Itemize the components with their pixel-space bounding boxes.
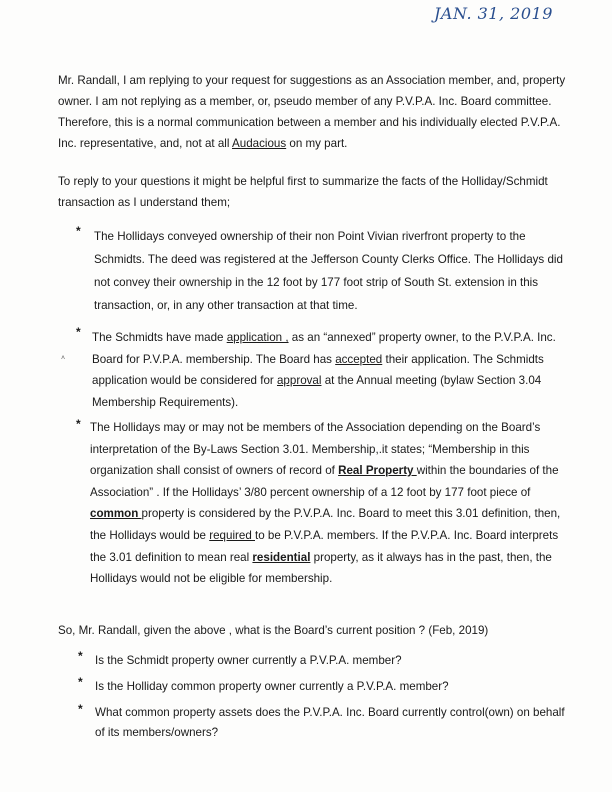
handwritten-date: JAN. 31, 2019 (434, 4, 553, 23)
stray-mark: ˄ (61, 355, 66, 362)
real-property-bold: Real Property (338, 464, 417, 478)
question-2: Is the Holliday common property owner currently a P.V.P.A. member? (95, 680, 449, 693)
bullet-2-text: The Schmidts have made application , as an “annexed” property owner, to the P.V.P.A. Inc. Board for P.V.P.A. membership. The Board has accepted their application. The Schmidts application would be considered for approval at the Annual meeting (bylaw Section 3.04 Membership Requirements). (92, 331, 556, 409)
bullet-marker: * (78, 702, 83, 716)
question-3: What common property assets does the P.V.P.A. Inc. Board currently control(own) on behalf of its members/owners? (95, 706, 565, 739)
bullet-1-text: The Hollidays conveyed ownership of their non Point Vivian riverfront property to the Schmidts. The deed was registered at the Jefferson County Clerks Office. The Hollidays did not convey their ownership in the 12 foot by 177 foot strip of South St. extension in this transaction, or, in any other transaction at that time. (94, 230, 563, 312)
intro-text-2: on my part. (286, 137, 348, 150)
residential-bold: residential (252, 550, 311, 564)
audacious-underlined: Audacious (232, 137, 287, 150)
intro-text-1: Mr. Randall, I am replying to your request for suggestions as an Association member, and, property owner. I am not replying as a member, or, pseudo member of any P.V.P.A. Inc. Board committee. Therefore, this is a normal communication between a member and his individually elected P.V.P.A. Inc. representative, and, not at all (58, 74, 566, 150)
common-bold: common (90, 507, 142, 521)
question-1: Is the Schmidt property owner currently a P.V.P.A. member? (95, 654, 402, 667)
bullet-marker: * (76, 325, 81, 339)
bullet-marker: * (78, 649, 83, 663)
bullet-marker: * (78, 675, 83, 689)
intro-paragraph (58, 70, 568, 154)
required-underlined: required (209, 528, 255, 542)
summary-paragraph: To reply to your questions it might be helpful first to summarize the facts of the Holliday/Schmidt transaction as I understand them; (58, 175, 548, 209)
approval-underlined: approval (276, 374, 322, 387)
bullet-3-text: The Hollidays may or may not be members of the Association depending on the Board’s interpretation of the By-Laws Section 3.01. Membership,.it states; “Membership in this organization shall consist of owners of record of Real Property within the boundaries of the Association” . If the Hollidays’ 3/80 percent ownership of a 12 foot by 177 foot piece of common property is considered by the P.V.P.A. Inc. Board to meet this 3.01 definition, then, the Hollidays would be required to be P.V.P.A. members. If the P.V.P.A. Inc. Board interprets the 3.01 definition to mean real residential property, as it always has in the past, then, the Hollidays would not be eligible for membership. (90, 421, 561, 586)
question-intro: So, Mr. Randall, given the above , what is the Board’s current position ? (Feb, 2019) (58, 624, 489, 637)
bullet-marker: * (76, 417, 81, 431)
accepted-underlined: accepted (335, 352, 383, 366)
bullet-marker: * (76, 224, 81, 238)
application-underlined: application , (226, 331, 289, 344)
